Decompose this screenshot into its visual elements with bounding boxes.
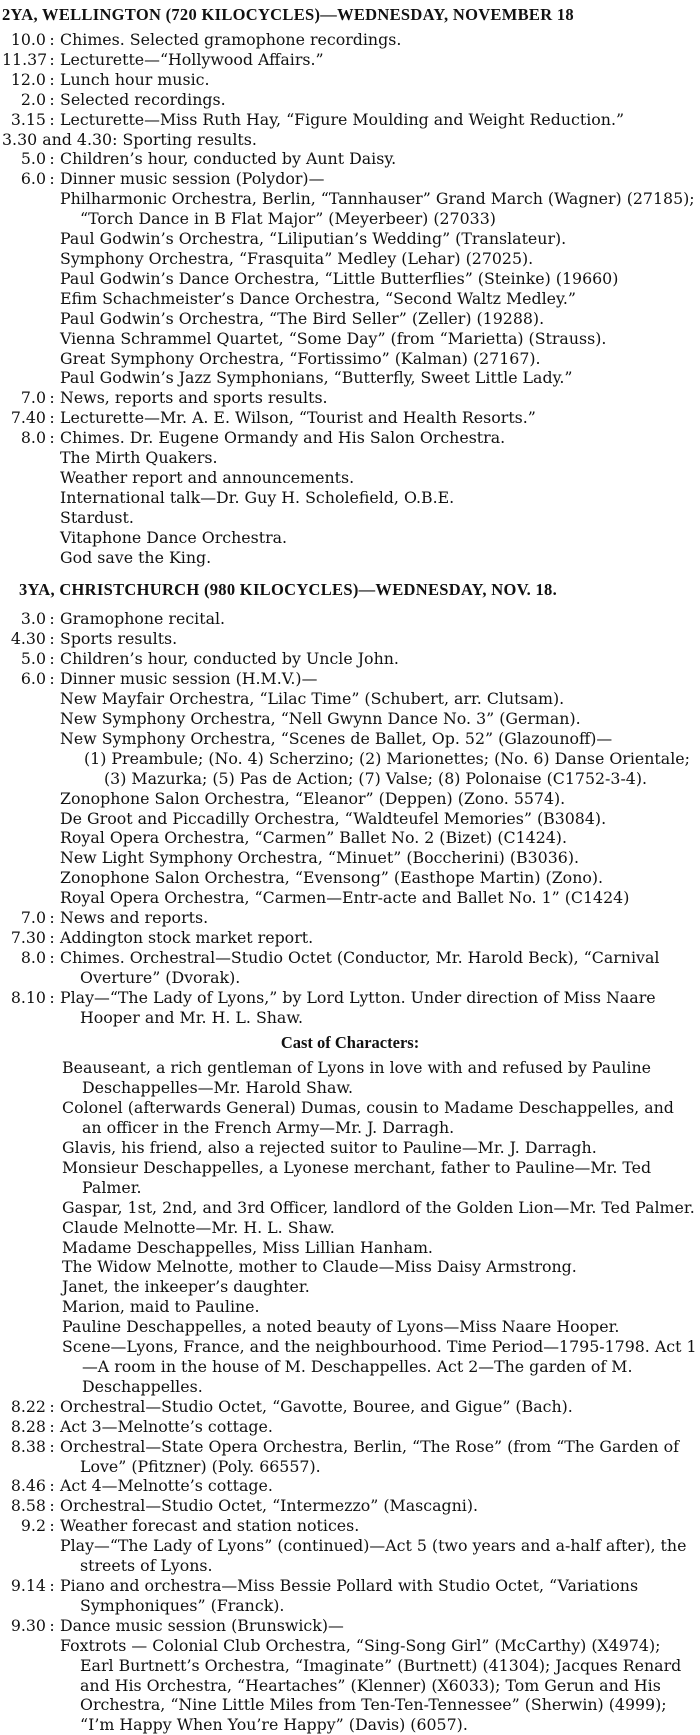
list-item: Vienna Schrammel Quartet, “Some Day” (from “Marietta) (Strauss). [60,328,607,348]
list-item: Philharmonic Orchestra, Berlin, “Tannhauser” Grand March (Wagner) (27185); “Torch Dance in B Flat Major” (Meyerbeer) (27033) [60,189,695,229]
list-item: Royal Opera Orchestra, “Carmen” Ballet No. 2 (Bizet) (C1424). [60,828,567,848]
ballet-parts: (1) Preambule; (No. 4) Scherzino; (2) Marionettes; (No. 6) Danse Orientale; (3) Mazurka; (5) Pas de Action; (7) Valse; (8) Polonaise (C1752-3-4). [84,748,690,788]
entry-time: 7.0 [20,388,46,408]
programme-entry: 7.0 : News and reports. [2,908,698,928]
dance-items: Foxtrots — Colonial Club Orchestra, “Sing-Song Girl” (McCarthy) (X4974); Earl Burtnett’s Orchestra, “Imaginate” (Burtnett) (41304); Jacques Renard and His Orchestra, “Heartaches” (Klenner) (X6033); Tom Gerun and His Orchestra, “Nine Little Miles from Ten-Ten-Tennessee” (Sherwin) (4999); “I’m Happy When You’re Happy” (Davis) (6057). [60,1635,682,1735]
entry-text: Chimes. Orchestral—Studio Octet (Conductor, Mr. Harold Beck), “Carnival Overture” (Dvorak). [60,947,660,987]
list-item: The Mirth Quakers. [60,448,218,468]
cast-item: Monsieur Deschappelles, a Lyonese merchant, father to Pauline—Mr. Ted Palmer. [62,1157,652,1197]
entry-time: 7.30 [10,927,46,947]
entry-time: 10.0 [10,30,46,49]
programme-entry-sports: 3.30 and 4.30: Sporting results. [2,129,257,149]
programme-entry: 8.58 : Orchestral—Studio Octet, “Intermezzo” (Mascagni). [2,1496,698,1516]
christchurch-entries-a [2,609,698,689]
entry-time: 9.2 [20,1516,46,1536]
list-item: Stardust. [60,507,134,527]
programme-entry: 5.0 : Children’s hour, conducted by Uncle John. [2,649,698,669]
list-item: De Groot and Piccadilly Orchestra, “Waldteufel Memories” (B3084). [60,808,607,828]
entry-time: 9.30 [10,1615,46,1635]
entry-text: Addington stock market report. [60,927,314,947]
entry-text: Orchestral—Studio Octet, “Intermezzo” (Mascagni). [60,1496,479,1516]
entry-time: 8.22 [10,1396,46,1416]
entry-text: Gramophone recital. [60,609,226,629]
christchurch-header: 3YA, CHRISTCHURCH (980 KILOCYCLES)—WEDNESDAY, NOV. 18. [19,580,558,600]
programme-entry: 3.15 : Lecturette—Miss Ruth Hay, “Figure Moulding and Weight Reduction.” [2,110,698,130]
cast-item: Marion, maid to Pauline. [62,1297,260,1317]
entry-time: 8.28 [10,1416,46,1436]
entry-text: News, reports and sports results. [60,388,328,408]
programme-entry: 11.37 : Lecturette—“Hollywood Affairs.” [2,50,698,70]
list-item: Great Symphony Orchestra, “Fortissimo” (Kalman) (27167). [60,348,541,368]
entry-text: Orchestral—Studio Octet, “Gavotte, Bouree, and Gigue” (Bach). [60,1396,573,1416]
entry-text: Lecturette—“Hollywood Affairs.” [60,49,324,69]
list-item: Weather report and announcements. [60,467,355,487]
entry-text: Orchestral—State Opera Orchestra, Berlin, “The Rose” (from “The Garden of Love” (Pfitzner) (Poly. 66557). [60,1436,679,1476]
programme-entry: 9.30 : Dance music session (Brunswick)— [2,1616,698,1636]
entry-time: 9.14 [10,1575,46,1595]
entry-time: 4.30 [10,629,46,649]
christchurch-dinner-list [2,689,698,908]
cast-item: Pauline Deschappelles, a noted beauty of Lyons—Miss Naare Hooper. [62,1317,620,1337]
wellington-evening-list [2,448,698,567]
cast-item: Gaspar, 1st, 2nd, and 3rd Officer, landlord of the Golden Lion—Mr. Ted Palmer. [62,1197,695,1217]
cast-item: Glavis, his friend, also a rejected suitor to Pauline—Mr. J. Darragh. [62,1138,597,1158]
cast-item: Claude Melnotte—Mr. H. L. Shaw. [62,1217,335,1237]
entry-text: Children’s hour, conducted by Aunt Daisy. [60,149,397,169]
programme-entry: 2.0 : Selected recordings. [2,90,698,110]
programme-entry: 10.0 : Chimes. Selected gramophone recordings. [2,30,698,50]
programme-entry: 6.0 : Dinner music session (Polydor)— [2,169,698,189]
programme-entry: 7.40 : Lecturette—Mr. A. E. Wilson, “Tourist and Health Resorts.” [2,408,698,428]
wellington-entries-a [2,30,698,189]
entry-time: 7.40 [10,408,46,428]
entry-time: 3.30 and 4.30 [2,129,113,149]
entry-time: 8.38 [10,1436,46,1456]
entry-text: Lecturette—Miss Ruth Hay, “Figure Moulding and Weight Reduction.” [60,109,625,129]
list-item: Symphony Orchestra, “Frasquita” Medley (Lehar) (27025). [60,248,534,268]
programme-entry: 9.14 : Piano and orchestra—Miss Bessie Pollard with Studio Octet, “Variations Symphoniques” (Franck). [2,1576,698,1616]
christchurch-entries-c [2,1397,698,1536]
list-item: Paul Godwin’s Jazz Symphonians, “Butterfly, Sweet Little Lady.” [60,368,573,388]
list-item: New Mayfair Orchestra, “Lilac Time” (Schubert, arr. Clutsam). [60,689,565,709]
play-continued-row [2,1536,698,1576]
entry-time: 8.58 [10,1496,46,1516]
entry-text: Lunch hour music. [60,69,210,89]
list-item: New Light Symphony Orchestra, “Minuet” (Boccherini) (B3036). [60,848,580,868]
cast-item: Madame Deschappelles, Miss Lillian Hanham. [62,1237,433,1257]
entry-text: Chimes. Selected gramophone recordings. [60,30,402,49]
entry-time: 11.37 [2,49,48,69]
programme-entry: 8.0 : Chimes. Dr. Eugene Ormandy and His Salon Orchestra. [2,428,698,448]
entry-time: 12.0 [10,69,46,89]
entry-time: 6.0 [20,169,46,189]
entry-time: 3.15 [10,109,46,129]
list-item: Royal Opera Orchestra, “Carmen—Entr-acte and Ballet No. 1” (C1424) [60,888,630,908]
programme-entry: 8.0 : Chimes. Orchestral—Studio Octet (Conductor, Mr. Harold Beck), “Carnival Overture” (Dvorak). [2,948,698,988]
programme-entry: 4.30 : Sports results. [2,629,698,649]
cast-item: The Widow Melnotte, mother to Claude—Miss Daisy Armstrong. [62,1257,577,1277]
programme-entry: 9.2 : Weather forecast and station notices. [2,1516,698,1536]
entry-text: Act 4—Melnotte’s cottage. [60,1476,273,1496]
list-item: Paul Godwin’s Dance Orchestra, “Little Butterflies” (Steinke) (19660) [60,268,619,288]
entry-text: News and reports. [60,908,209,928]
wellington-entries-b [2,388,698,448]
christchurch-entries-b [2,908,698,1027]
cast-item: Colonel (afterwards General) Dumas, cousin to Madame Deschappelles, and an officer in the French Army—Mr. J. Darragh. [62,1098,674,1138]
programme-entry: 3.0 : Gramophone recital. [2,609,698,629]
entry-time: 8.46 [10,1476,46,1496]
cast-item: Beauseant, a rich gentleman of Lyons in love with and refused by Pauline Deschappelles—Mr. Harold Shaw. [62,1058,652,1098]
programme-entry: 5.0 : Children’s hour, conducted by Aunt Daisy. [2,149,698,169]
entry-text: Dinner music session (Polydor)— [60,169,325,189]
programme-entry: 8.10 : Play—“The Lady of Lyons,” by Lord Lytton. Under direction of Miss Naare Hooper and Mr. H. L. Shaw. [2,988,698,1028]
entry-time: 3.0 [20,609,46,629]
play-continued: Play—“The Lady of Lyons” (continued)—Act 5 (two years and a-half after), the streets of Lyons. [60,1536,687,1576]
entry-text: Selected recordings. [60,89,226,109]
list-item: Zonophone Salon Orchestra, “Eleanor” (Deppen) (Zono. 5574). [60,788,566,808]
list-item: Zonophone Salon Orchestra, “Evensong” (Easthope Martin) (Zono). [60,868,604,888]
programme-entry: 7.30 : Addington stock market report. [2,928,698,948]
list-item: Paul Godwin’s Orchestra, “Liliputian’s Wedding” (Translateur). [60,229,567,249]
entry-text: Sports results. [60,629,178,649]
entry-time: 8.10 [10,987,46,1007]
christchurch-entries-d [2,1576,698,1636]
entry-time: 6.0 [20,669,46,689]
entry-time: 5.0 [20,649,46,669]
cast-heading: Cast of Characters: [280,1032,420,1052]
cast-item: Janet, the inkeeper’s daughter. [62,1277,310,1297]
cast-list [2,1058,698,1396]
entry-time: 7.0 [20,908,46,928]
list-item: Efim Schachmeister’s Dance Orchestra, “Second Waltz Medley.” [60,288,576,308]
list-item: New Symphony Orchestra, “Nell Gwynn Dance No. 3” (German). [60,709,581,728]
programme-entry: 8.46 : Act 4—Melnotte’s cottage. [2,1476,698,1496]
entry-time: 8.0 [20,947,46,967]
entry-text: Weather forecast and station notices. [60,1516,360,1536]
entry-text: Children’s hour, conducted by Uncle John. [60,649,399,669]
entry-text: Play—“The Lady of Lyons,” by Lord Lytton. Under direction of Miss Naare Hooper and Mr. H. L. Shaw. [60,987,656,1027]
programme-entry: 12.0 : Lunch hour music. [2,70,698,90]
entry-text: Act 3—Melnotte’s cottage. [60,1416,273,1436]
list-item: New Symphony Orchestra, “Scenes de Ballet, Op. 52” (Glazounoff)— [60,728,613,748]
list-item: International talk—Dr. Guy H. Scholefield, O.B.E. [60,487,455,507]
programme-entry: 7.0 : News, reports and sports results. [2,388,698,408]
list-item: Paul Godwin’s Orchestra, “The Bird Seller” (Zeller) (19288). [60,308,545,328]
entry-text: Piano and orchestra—Miss Bessie Pollard with Studio Octet, “Variations Symphoniques” (Franck). [60,1575,639,1615]
entry-text: Dinner music session (H.M.V.)— [60,669,318,689]
entry-text: Lecturette—Mr. A. E. Wilson, “Tourist and Health Resorts.” [60,408,536,428]
dance-list-row [2,1636,698,1735]
programme-entry: 8.28 : Act 3—Melnotte’s cottage. [2,1417,698,1437]
entry-text: Chimes. Dr. Eugene Ormandy and His Salon Orchestra. [60,428,506,448]
entry-time: 5.0 [20,149,46,169]
programme-entry: 8.38 : Orchestral—State Opera Orchestra, Berlin, “The Rose” (from “The Garden of Love” (Pfitzner) (Poly. 66557). [2,1437,698,1477]
wellington-dinner-list [2,189,698,388]
scene-note: Scene—Lyons, France, and the neighbourhood. Time Period—1795-1798. Act 1—A room in the house of M. Deschappelles. Act 2—The garden of M. Deschappelles. [62,1337,697,1396]
entry-text: Sporting results. [122,129,257,149]
programme-entry: 8.22 : Orchestral—Studio Octet, “Gavotte, Bouree, and Gigue” (Bach). [2,1397,698,1417]
entry-text: Dance music session (Brunswick)— [60,1615,344,1635]
entry-time: 2.0 [20,89,46,109]
list-item: Vitaphone Dance Orchestra. [60,527,288,547]
wellington-header: 2YA, WELLINGTON (720 KILOCYCLES)—WEDNESDAY, NOVEMBER 18 [2,5,574,24]
entry-time: 8.0 [20,428,46,448]
programme-entry: 6.0 : Dinner music session (H.M.V.)— [2,669,698,689]
list-item: God save the King. [60,547,212,567]
